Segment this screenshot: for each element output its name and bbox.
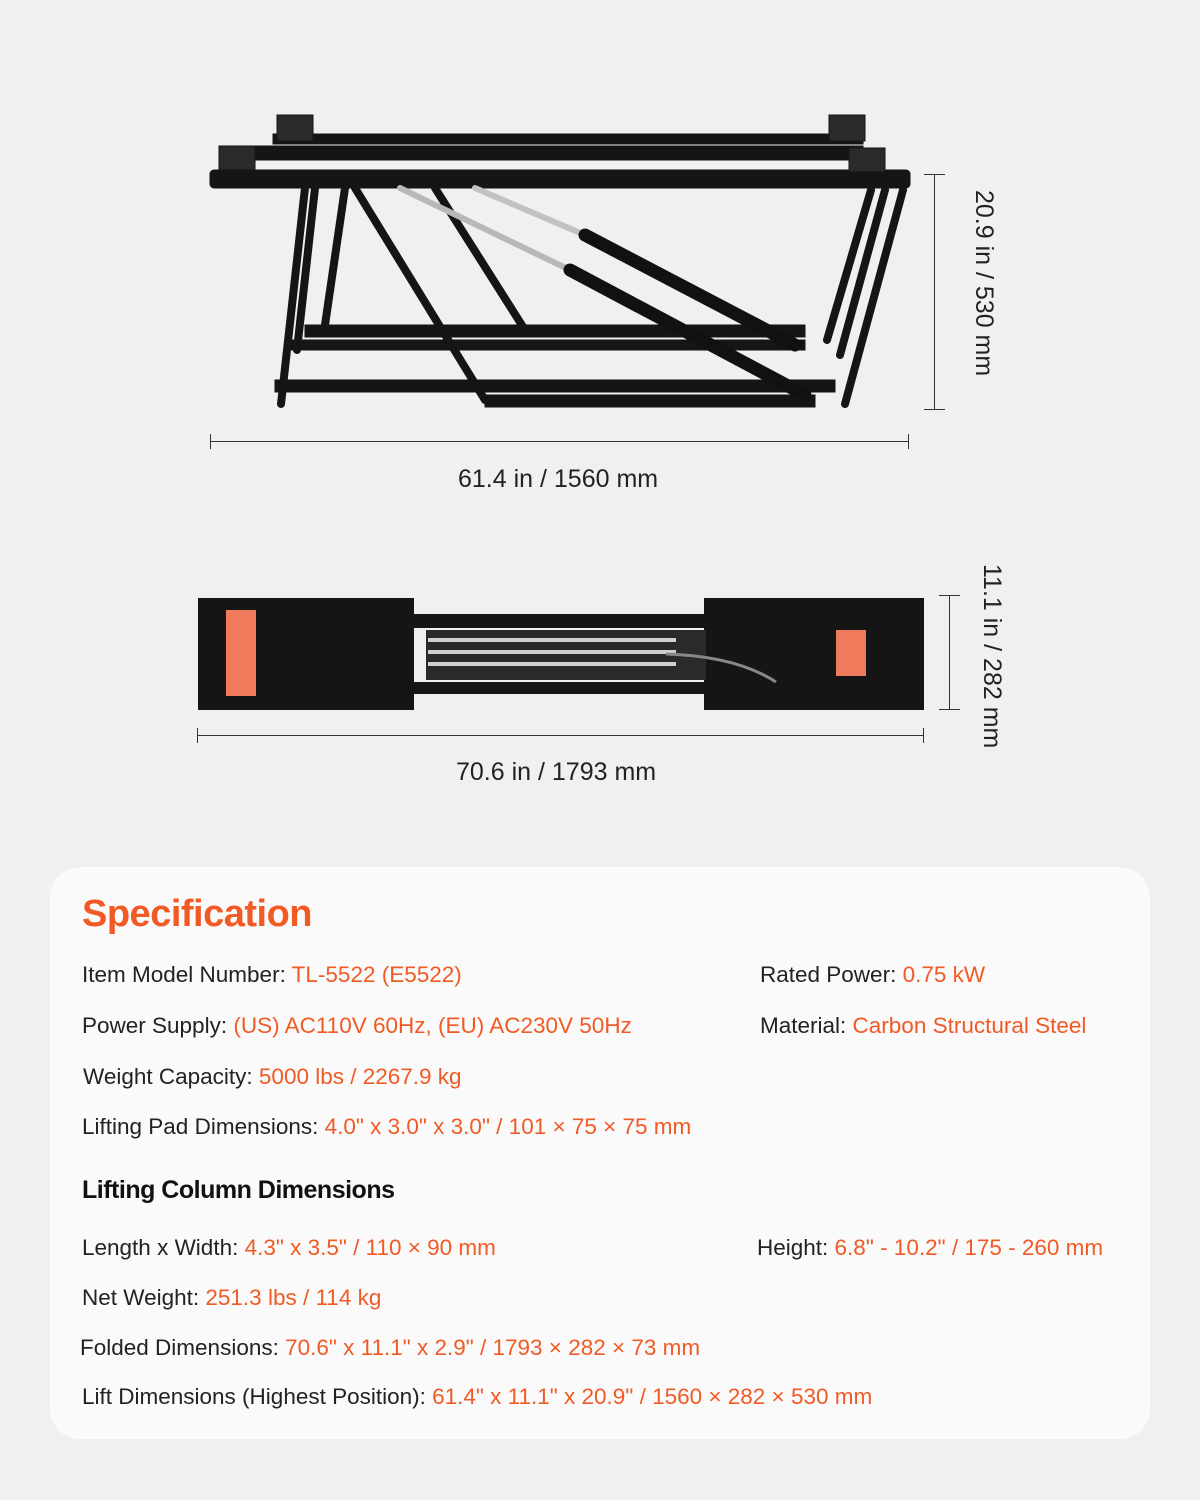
lift-folded-illustration (196, 596, 926, 712)
spec-row-net-weight: Net Weight: 251.3 lbs / 114 kg (82, 1285, 382, 1310)
spec-title: Specification (82, 893, 312, 935)
folded-width-dimension-line (197, 735, 924, 736)
spec-row-model: Item Model Number: TL-5522 (E5522) (82, 962, 462, 987)
spec-row-height: Height: 6.8" - 10.2" / 175 - 260 mm (757, 1235, 1104, 1260)
lifted-height-label: 20.9 in / 530 mm (970, 190, 998, 377)
spec-row-power-supply: Power Supply: (US) AC110V 60Hz, (EU) AC230V 50Hz (82, 1013, 632, 1038)
spec-row-material: Material: Carbon Structural Steel (760, 1013, 1087, 1038)
lifted-width-label: 61.4 in / 1560 mm (458, 465, 659, 493)
folded-width-label: 70.6 in / 1793 mm (456, 758, 657, 786)
folded-height-dimension-line (949, 595, 950, 710)
spec-row-lifting-pad: Lifting Pad Dimensions: 4.0" x 3.0" x 3.0" / 101 × 75 × 75 mm (82, 1114, 692, 1139)
spec-row-weight-capacity: Weight Capacity: 5000 lbs / 2267.9 kg (83, 1064, 462, 1089)
spec-row-folded-dimensions: Folded Dimensions: 70.6" x 11.1" x 2.9" / 1793 × 282 × 73 mm (80, 1335, 701, 1360)
spec-row-lift-dimensions: Lift Dimensions (Highest Position): 61.4" x 11.1" x 20.9" / 1560 × 282 × 530 mm (82, 1384, 873, 1409)
spec-row-length-width: Length x Width: 4.3" x 3.5" / 110 × 90 mm (82, 1235, 496, 1260)
height-dimension-line (934, 174, 935, 410)
folded-height-label: 11.1 in / 282 mm (978, 564, 1006, 749)
spec-row-rated-power: Rated Power: 0.75 kW (760, 962, 986, 987)
width-dimension-line (210, 441, 909, 442)
lifting-column-heading: Lifting Column Dimensions (82, 1176, 395, 1204)
lift-raised-illustration (205, 110, 925, 420)
specification-card (50, 867, 1150, 1439)
